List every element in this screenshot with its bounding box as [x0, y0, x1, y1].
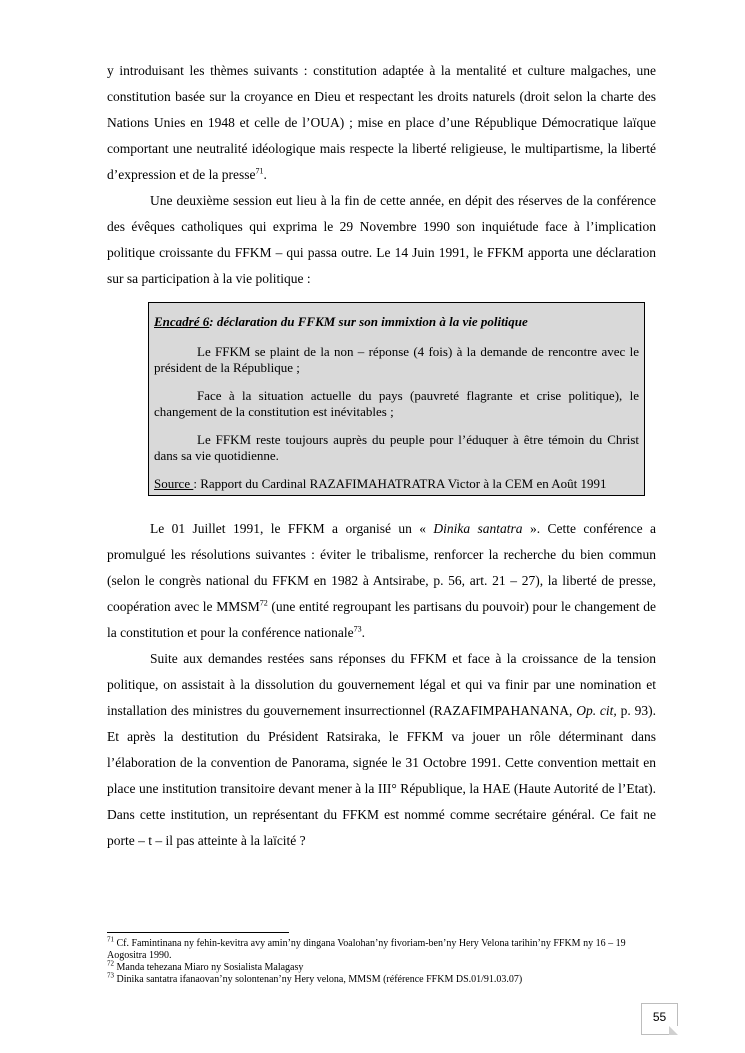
footnotes	[107, 935, 656, 986]
box-item-2: Face à la situation actuelle du pays (pauvreté flagrante et crise politique), le changement de la constitution est inévitables ;	[154, 388, 639, 419]
footnote-ref-72[interactable]: 72	[259, 598, 268, 608]
footnote-separator	[107, 932, 289, 933]
page-number-box	[641, 1003, 678, 1035]
page-body	[107, 58, 656, 854]
paragraph-3: Le 01 Juillet 1991, le FFKM a organisé un « Dinika santatra ». Cette conférence a promulgué les résolutions suivantes : éviter le tribalisme, renforcer la recherche du bien commun (selon le congrès national du FFKM en 1982 à Antsirabe, p. 56, art. 21 – 27), la liberté de presse, coopération avec le MMSM$^{72}$ (une entité regroupant les partisans du pouvoir) pour le changement de la constitution et pour la conférence nationale$^{73}$.	[107, 521, 656, 640]
box-item-3: Le FFKM reste toujours auprès du peuple pour l’éduquer à être témoin du Christ dans sa vie quotidienne.	[154, 432, 639, 463]
page-number: 55	[652, 1010, 667, 1024]
footnote-ref-73[interactable]: 73	[353, 624, 362, 634]
footnote-ref-71[interactable]: 71	[255, 166, 264, 176]
paragraph-2: Une deuxième session eut lieu à la fin de cette année, en dépit des réserves de la conférence des évêques catholiques qui exprima le 29 Novembre 1990 son inquiétude face à l’implication politique croissante du FFKM – qui passa outre. Le 14 Juin 1991, le FFKM apporta une déclaration sur sa participation à la vie politique :	[107, 193, 656, 286]
box-title: Encadré 6: déclaration du FFKM sur son immixtion à la vie politique	[154, 314, 528, 329]
paragraph-4: Suite aux demandes restées sans réponses du FFKM et face à la croissance de la tension politique, on assistait à la dissolution du gouvernement légal et qui va finir par une nomination et installation des ministres du gouvernement insurrectionnel (RAZAFIMPAHANANA, Op. cit, p. 93). Et après la destitution du Président Ratsiraka, le FFKM va jouer un rôle déterminant dans l’élaboration de la convention de Panorama, signée le 31 Octobre 1991. Cette convention mettait en place une institution transitoire devant mener à la III° République, la HAE (Haute Autorité de l’Etat). Dans cette institution, un représentant du FFKM est nommé comme secrétaire général. Ce fait ne porte – t – il pas atteinte à la laïcité ?	[107, 651, 656, 848]
page-corner-fold-icon	[669, 1026, 678, 1035]
footnote-73: $^{73}$ Dinika santatra ifanaovan’ny solontenan’ny Hery velona, MMSM (référence FFKM DS.01/91.03.07)	[107, 971, 523, 985]
box-source: Source : Rapport du Cardinal RAZAFIMAHATRATRA Victor à la CEM en Août 1991	[154, 476, 607, 491]
encadre-box	[148, 302, 645, 496]
footnote-71: $^{71}$ Cf. Famintinana ny fehin-kevitra avy amin’ny dingana Voalohan’ny fivoriam-ben’ny Hery Velona tarihin’ny FFKM ny 16 – 19 Aogositra 1990.	[107, 935, 626, 961]
box-item-1: Le FFKM se plaint de la non – réponse (4 fois) à la demande de rencontre avec le président de la République ;	[154, 344, 639, 375]
footnote-72: $^{72}$ Manda tehezana Miaro ny Sosialista Malagasy	[107, 959, 304, 973]
paragraph-1: y introduisant les thèmes suivants : constitution adaptée à la mentalité et culture malgaches, une constitution basée sur la croyance en Dieu et respectant les droits naturels (droit selon la charte des Nations Unies en 1948 et celle de l’OUA) ; mise en place d’une République Démocratique laïque comportant une neutralité idéologique mais respecte la liberté religieuse, le multipartisme, la liberté d’expression et de la presse$^{71}$.	[107, 63, 656, 182]
